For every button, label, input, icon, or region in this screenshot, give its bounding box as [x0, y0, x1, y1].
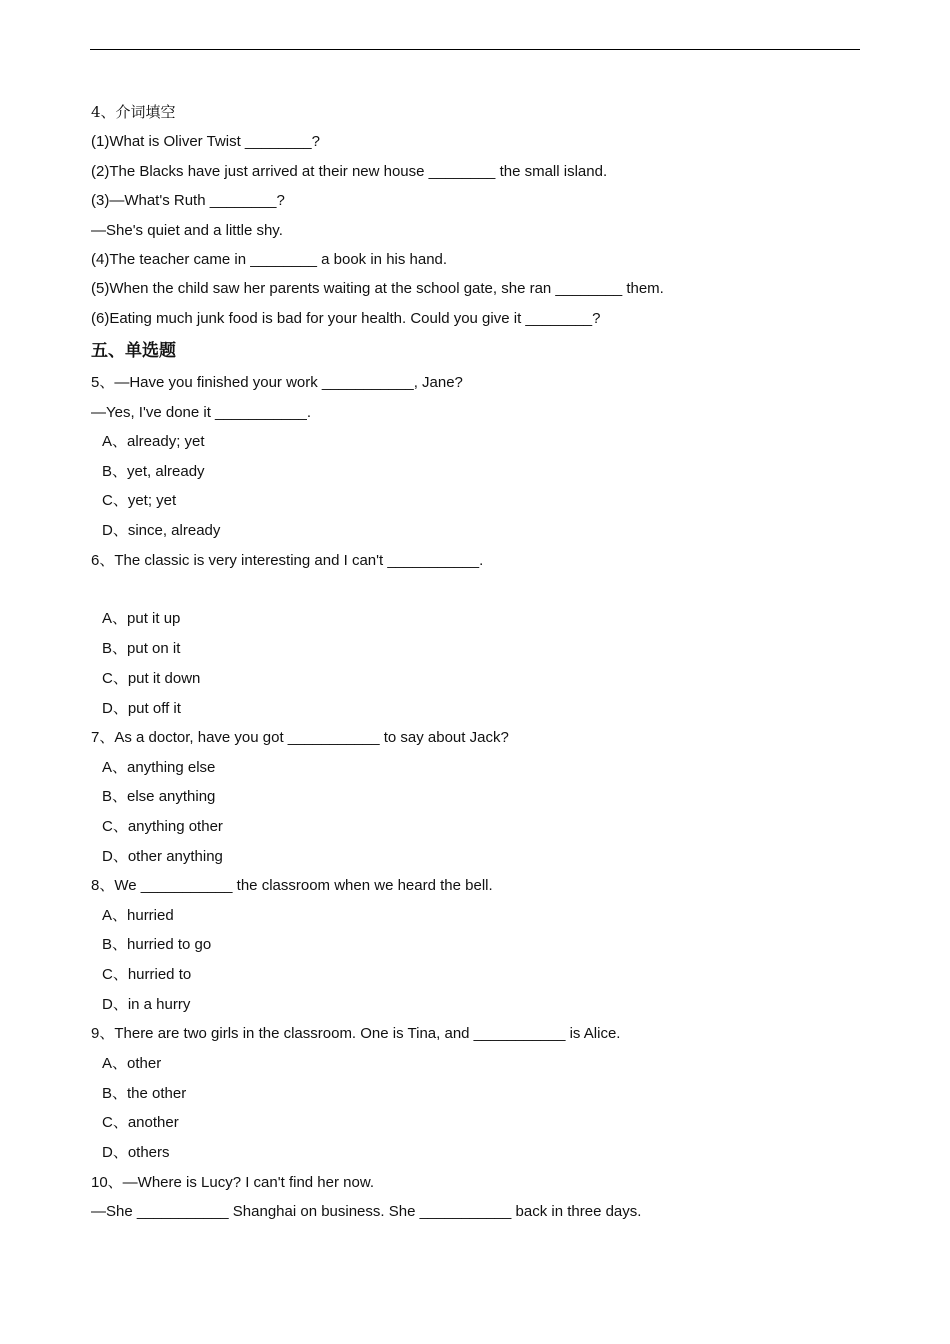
fill-item-4: (4)The teacher came in ________ a book in his hand. [91, 250, 448, 268]
question-6-option-b[interactable]: B、put on it [102, 640, 181, 658]
question-5-option-a[interactable]: A、already; yet [102, 432, 205, 450]
fill-item-5: (5)When the child saw her parents waiting at the school gate, she ran ________ them. [91, 280, 664, 298]
fill-item-1: (1)What is Oliver Twist ________? [91, 133, 320, 151]
question-9-stem: 9、There are two girls in the classroom. One is Tina, and ___________ is Alice. [91, 1025, 621, 1043]
question-7-option-d[interactable]: D、other anything [102, 847, 223, 865]
question-9-option-b[interactable]: B、the other [102, 1084, 187, 1102]
question-9-option-c[interactable]: C、another [102, 1114, 179, 1132]
question-7-stem: 7、As a doctor, have you got ___________ to say about Jack? [91, 729, 509, 747]
question-9-option-d[interactable]: D、others [102, 1143, 170, 1161]
question-7-option-a[interactable]: A、anything else [102, 758, 216, 776]
question-8-option-b[interactable]: B、hurried to go [102, 936, 212, 954]
question-5-stem-reply: —Yes, I've done it ___________. [91, 403, 311, 421]
fill-item-6: (6)Eating much junk food is bad for your health. Could you give it ________? [91, 309, 601, 327]
question-10-stem-reply: —She ___________ Shanghai on business. She ___________ back in three days. [91, 1203, 642, 1220]
question-6-option-d[interactable]: D、put off it [102, 699, 181, 717]
question-8-option-d[interactable]: D、in a hurry [102, 995, 191, 1013]
fill-item-3-answer: —She's quiet and a little shy. [91, 221, 283, 239]
question-6-option-c[interactable]: C、put it down [102, 669, 201, 687]
question-6-option-a[interactable]: A、put it up [102, 610, 181, 628]
question-5-stem: 5、—Have you finished your work ___________, Jane? [91, 374, 463, 392]
section-5-heading: 五、单选题 [91, 341, 176, 362]
question-7-option-c[interactable]: C、anything other [102, 817, 223, 835]
question-5-option-c[interactable]: C、yet; yet [102, 492, 177, 510]
question-8-stem: 8、We ___________ the classroom when we heard the bell. [91, 877, 493, 895]
section-4-title: 4、介词填空 [91, 103, 176, 121]
worksheet [91, 98, 871, 1226]
question-6-stem: 6、The classic is very interesting and I can't ___________. [91, 551, 484, 569]
question-5-option-d[interactable]: D、since, already [102, 521, 221, 539]
fill-item-3: (3)—What's Ruth ________? [91, 192, 285, 210]
question-5-option-b[interactable]: B、yet, already [102, 462, 205, 480]
question-8-option-a[interactable]: A、hurried [102, 906, 174, 924]
question-6-spacer [91, 575, 871, 604]
question-7-option-b[interactable]: B、else anything [102, 788, 216, 806]
header-rule [90, 49, 860, 50]
question-9-option-a[interactable]: A、other [102, 1054, 162, 1072]
fill-item-2: (2)The Blacks have just arrived at their new house ________ the small island. [91, 162, 608, 180]
question-10-stem: 10、—Where is Lucy? I can't find her now. [91, 1173, 375, 1191]
question-8-option-c[interactable]: C、hurried to [102, 966, 192, 984]
